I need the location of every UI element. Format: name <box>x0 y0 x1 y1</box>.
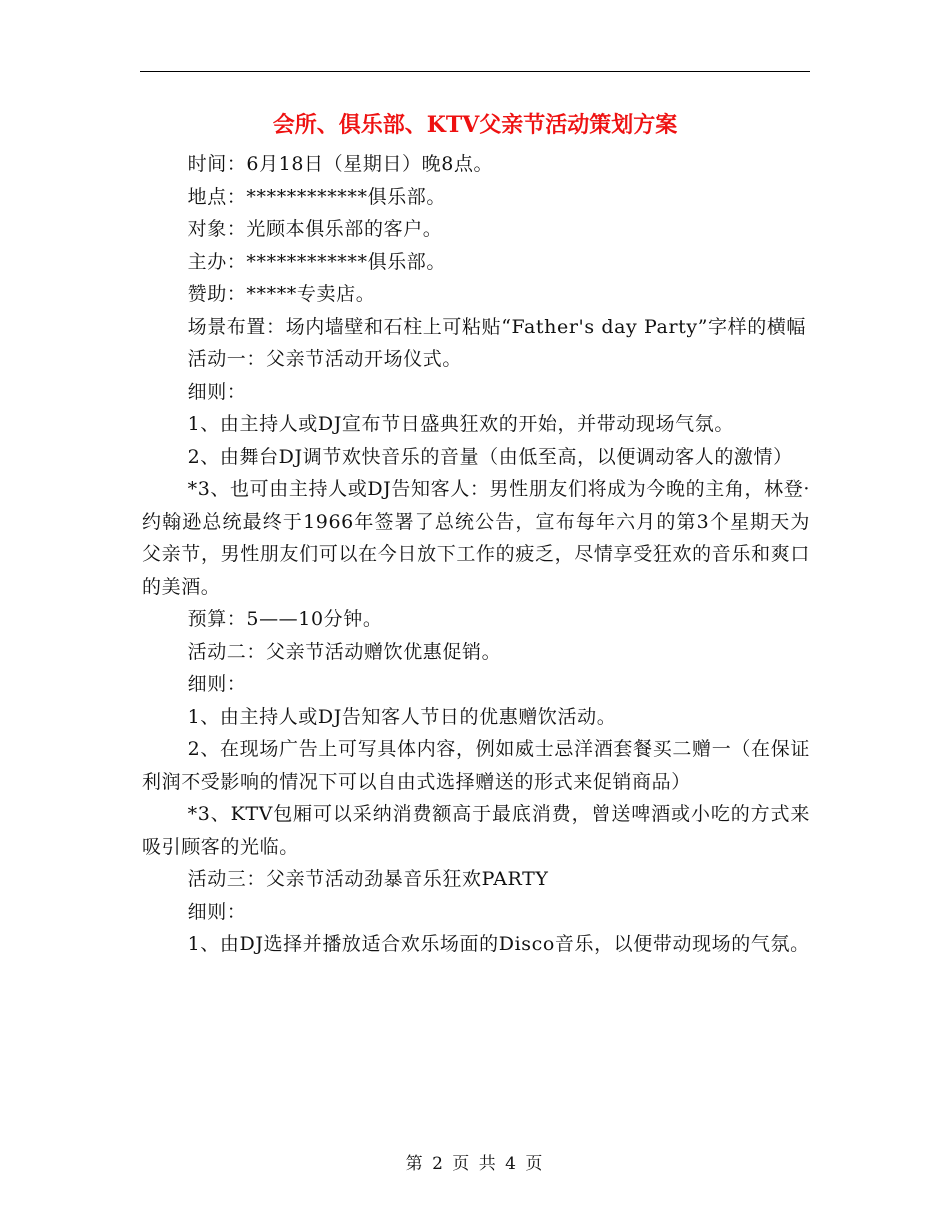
paragraph-rule-item: 2、在现场广告上可写具体内容，例如威士忌洋酒套餐买二赠一（在保证利润不受影响的情况下可以自由式选择赠送的形式来促销商品） <box>142 738 810 793</box>
paragraph-rules-heading: 细则： <box>187 900 247 923</box>
paragraph-rule-item: 2、由舞台DJ调节欢快音乐的音量（由低至高，以便调动客人的激情） <box>187 445 793 468</box>
paragraph-venue-decoration: 场景布置：场内墙壁和石柱上可粘贴“Father's day Party”字样的横幅 <box>187 315 807 338</box>
paragraph-organizer: 主办：************俱乐部。 <box>187 250 446 273</box>
paragraph-rule-item: *3、也可由主持人或DJ告知客人：男性朋友们将成为今晚的主角，林登·约翰逊总统最终于1966年签署了总统公告，宣布每年六月的第3个星期天为父亲节，男性朋友们可以在今日放下工作的疲乏，尽情享受狂欢的音乐和爽口的美酒。 <box>142 478 810 598</box>
paragraph-rule-item: 1、由主持人或DJ告知客人节日的优惠赠饮活动。 <box>187 705 617 728</box>
paragraph-location: 地点：************俱乐部。 <box>187 185 446 208</box>
document-title: 会所、俱乐部、KTV父亲节活动策划方案 <box>272 112 678 138</box>
paragraph-rule-item: 1、由主持人或DJ宣布节日盛典狂欢的开始，并带动现场气氛。 <box>187 413 734 435</box>
paragraph-activity-two: 活动二：父亲节活动赠饮优惠促销。 <box>187 640 502 663</box>
paragraph-activity-one: 活动一：父亲节活动开场仪式。 <box>187 348 462 370</box>
paragraph-audience: 对象：光顾本俱乐部的客户。 <box>187 218 443 240</box>
paragraph-rules-heading: 细则： <box>187 380 247 403</box>
paragraph-budget: 预算：5——10分钟。 <box>187 608 383 630</box>
paragraph-sponsor: 赞助：*****专卖店。 <box>187 283 376 305</box>
header-rule <box>140 71 810 72</box>
paragraph-time: 时间：6月18日（星期日）晚8点。 <box>187 153 494 175</box>
paragraph-rules-heading: 细则： <box>187 673 247 695</box>
paragraph-rule-item: 1、由DJ选择并播放适合欢乐场面的Disco音乐，以便带动现场的气氛。 <box>187 933 810 955</box>
paragraph-rule-item: *3、KTV包厢可以采纳消费额高于最底消费，曾送啤酒或小吃的方式来吸引顾客的光临。 <box>142 803 810 858</box>
document-body <box>142 148 810 961</box>
page-number-footer: 第 2 页 共 4 页 <box>405 1154 545 1174</box>
paragraph-activity-three: 活动三：父亲节活动劲暴音乐狂欢PARTY <box>187 868 549 890</box>
